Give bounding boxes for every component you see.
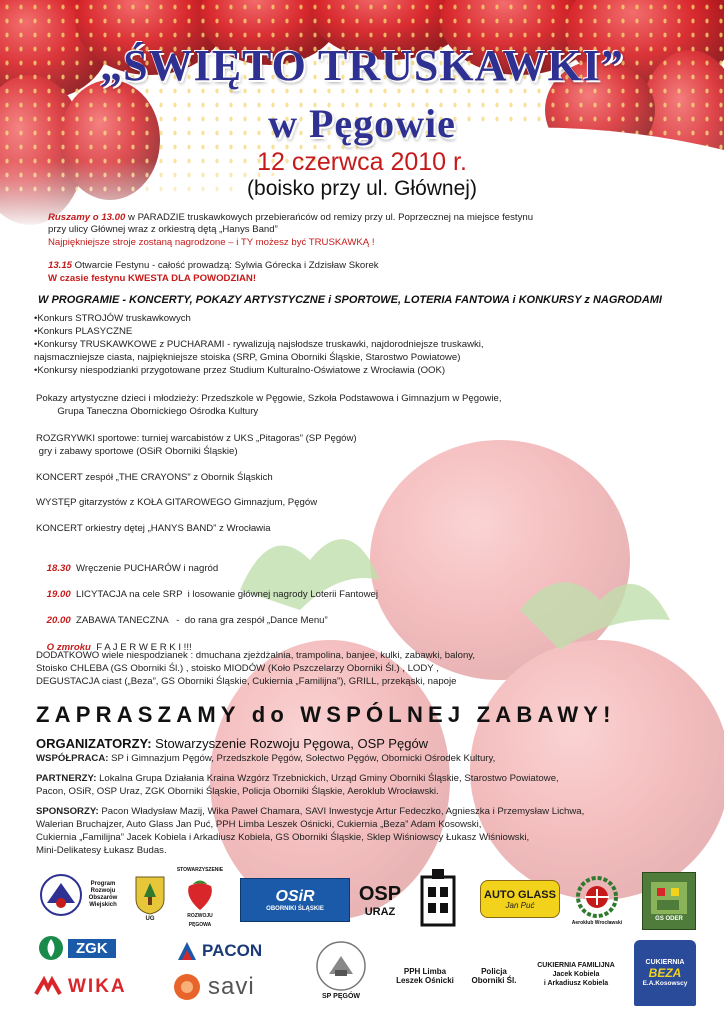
- partners-line: [36, 773, 559, 786]
- autoglass-top-text: AUTO GLASS: [484, 888, 556, 901]
- savi-icon: [172, 972, 202, 1002]
- opening-text: Otwarcie Festynu - całość prowadzą: Sylwia Górecka i Zdzisław Skorek: [72, 260, 379, 271]
- organizers-text: Stowarzyszenie Rozwoju Pęgowa, OSP Pęgów: [151, 736, 429, 751]
- prow-text: Program Rozwoju Obszarów Wiejskich: [88, 881, 118, 908]
- sponsors-line-3: Cukiernia „Familijna” Jacek Kobiela i Arkadiusz Kobiela, GS Oborniki Śląskie, Sklep Wiśniowscy Łukasz Wiśniowski,: [36, 832, 530, 843]
- schedule-time: 20.00: [46, 614, 71, 626]
- beza-mid-text: BEZA: [648, 966, 682, 980]
- schedule-text: Wręczenie PUCHARÓW i nagród: [70, 562, 219, 574]
- sponsors-line-4: Mini-Delikatesy Łukasz Budas.: [36, 845, 167, 856]
- pacon-text: PACON: [202, 941, 263, 960]
- familijna-line-1: CUKIERNIA FAMILIJNA: [537, 961, 615, 969]
- guitar-show: WYSTĘP gitarzystów z KOŁA GITAROWEGO Gimnazjum, Pęgów: [36, 497, 318, 508]
- opening-time: 13.15: [48, 260, 73, 271]
- gs-logo: [642, 872, 696, 930]
- contest-line: •Konkursy TRUSKAWKOWE z PUCHARAMI - rywalizują najsłodsze truskawki, najdorodniejsze truskawki,: [34, 339, 484, 350]
- concert-crayons: KONCERT zespół „THE CRAYONS” z Obornik Śląskich: [36, 472, 273, 483]
- savi-logo: [172, 970, 296, 1004]
- wreath-icon: [575, 875, 619, 919]
- contest-line: najsmaczniejsze ciasta, najpiękniejsze stoiska (SRP, Gmina Oborniki Śląskie, Starostwo Powiatowe): [34, 352, 461, 363]
- prow-logo: [36, 870, 126, 920]
- event-title: „ŚWIĘTO TRUSKAWKI”: [100, 41, 624, 90]
- sponsors-text: Pacon Władysław Mazij, Wika Paweł Chamara, SAVI Inwestycje Artur Fedeczko, Agnieszka i Przemysław Lichwa,: [98, 806, 585, 817]
- shop-icon: [649, 880, 689, 916]
- wika-text: WIKA: [68, 976, 127, 997]
- osp-bottom-text: URAZ: [364, 905, 396, 918]
- schedule-time: 19.00: [46, 588, 71, 600]
- srp-logo: [176, 866, 224, 930]
- contest-line: •Konkurs STROJÓW truskawkowych: [34, 313, 191, 324]
- ug-text: UG: [145, 915, 155, 922]
- osir-bottom-text: OBORNIKI ŚLĄSKIE: [266, 906, 324, 912]
- limba-logo: [390, 962, 460, 990]
- schedule-text: ZABAWA TANECZNA - do rana gra zespół „Dance Menu”: [70, 614, 328, 626]
- program-heading: W PROGRAMIE - KONCERTY, POKAZY ARTYSTYCZNE i SPORTOWE, LOTERIA FANTOWA i KONKURSY z NAGRODAMI: [38, 294, 662, 306]
- wika-icon: [34, 976, 62, 998]
- policja-bottom-text: Oborniki Śl.: [471, 976, 517, 985]
- autoglass-logo: [480, 880, 560, 918]
- zgk-text: ZGK: [68, 939, 116, 958]
- zgk-icon: [38, 935, 64, 961]
- parade-text: w PARADZIE truskawkowych przebierańców od remizy przy ul. Poprzecznej na miejsce festynu: [125, 212, 534, 223]
- cooperation-text: SP i Gimnazjum Pęgów, Przedszkole Pęgów, Sołectwo Pęgów, Obornicki Ośrodek Kultury,: [108, 753, 496, 764]
- sports-line: gry i zabawy sportowe (OSiR Oborniki Śląskie): [36, 446, 238, 457]
- savi-text: savi: [208, 973, 255, 1000]
- partners-line-2: Pacon, OSiR, OSP Uraz, ZGK Oborniki Śląskie, Policja Oborniki Śląskie, Aeroklub Wrocławski.: [36, 786, 439, 797]
- building-logo: [414, 866, 462, 928]
- aeroklub-text: Aeroklub Wrocławski: [571, 919, 623, 926]
- schedule-time: 18.30: [46, 562, 71, 574]
- wika-logo: [34, 972, 144, 1002]
- familijna-logo: [528, 954, 624, 994]
- limba-bottom-text: Leszek Ośnicki: [396, 976, 454, 985]
- extras-line: DODATKOWO wiele niespodzianek : dmuchana zjeżdżalnia, trampolina, banjee, kulki, zabawki, balony,: [36, 650, 476, 661]
- strawberry-icon: [182, 875, 218, 912]
- partners-label: PARTNERZY:: [36, 773, 97, 784]
- schedule-text: LICYTACJA na cele SRP i losowanie głównej nagrody Loterii Fantowej: [70, 588, 379, 600]
- ug-logo: [130, 870, 170, 928]
- pacon-logo: [176, 936, 272, 966]
- kwesta-line: W czasie festynu KWESTA DLA POWODZIAN!: [48, 273, 257, 284]
- concert-hanys: KONCERT orkiestry dętej „HANYS BAND” z Wrocławia: [36, 523, 271, 534]
- sponsors-line: [36, 806, 584, 819]
- opening-line: [48, 260, 379, 273]
- fireworks-text: F A J E R W E R K I !!!: [90, 641, 192, 653]
- beza-top-text: CUKIERNIA: [645, 959, 685, 966]
- policja-top-text: Policja: [481, 967, 507, 976]
- cooperation-label: WSPÓŁPRACA:: [36, 753, 109, 764]
- parade-line-2: przy ulicy Głównej wraz z orkiestrą dętą „Hanys Band”: [48, 224, 278, 235]
- policja-logo: [464, 962, 524, 990]
- gs-text: GS ODER: [655, 916, 683, 922]
- beza-logo: [634, 940, 696, 1006]
- familijna-line-3: i Arkadiusz Kobiela: [543, 979, 609, 987]
- event-place: (boisko przy ul. Głównej): [247, 177, 477, 200]
- familijna-line-2: Jacek Kobiela: [552, 970, 600, 978]
- fireworks-time: O zmroku: [46, 641, 91, 653]
- sp-text: SP PĘGÓW: [322, 992, 360, 1000]
- prow-icon: [39, 873, 83, 917]
- beza-bottom-text: E.A.Kosowscy: [642, 980, 688, 987]
- sponsors-line-2: Walerian Bruchajzer, Auto Glass Jan Puć, PPH Limba Leszek Ośnicki, Cukiernia „Beza” Adam Kosowski,: [36, 819, 482, 830]
- zgk-logo: [38, 934, 144, 962]
- pacon-icon: [176, 940, 198, 962]
- building-icon: [418, 867, 458, 927]
- aeroklub-logo: [566, 870, 628, 932]
- coat-of-arms-icon: [134, 875, 166, 915]
- osp-logo: [354, 876, 406, 924]
- srp-top-text: STOWARZYSZENIE: [176, 867, 224, 873]
- parade-time: Ruszamy o 13.00: [48, 212, 126, 223]
- organizers-label: ORGANIZATORZY:: [36, 736, 152, 751]
- parade-line-3: Najpiękniejsze stroje zostaną nagrodzone – i TY możesz być TRUSKAWKĄ !: [48, 237, 375, 248]
- osir-logo: [240, 878, 350, 922]
- sp-logo: [304, 932, 378, 1008]
- shows-line: Pokazy artystyczne dzieci i młodzieży: Przedszkole w Pęgowie, Szkoła Podstawowa i Gimnazjum w Pęgowie,: [36, 393, 502, 404]
- invite-banner: ZAPRASZAMY do WSPÓLNEJ ZABAWY!: [36, 702, 616, 727]
- limba-top-text: PPH Limba: [403, 967, 447, 976]
- parade-line-1: [48, 212, 533, 225]
- partners-text: Lokalna Grupa Działania Kraina Wzgórz Trzebnickich, Urząd Gminy Oborniki Śląskie, Starostwo Powiatowe,: [96, 773, 559, 784]
- osir-top-text: OSiR: [275, 888, 315, 905]
- extras-line: Stoisko CHLEBA (GS Oborniki Śl.) , stoisko MIODÓW (Koło Pszczelarzy Oborniki Śl.) , LODY ,: [36, 663, 439, 674]
- event-date: 12 czerwca 2010 r.: [257, 148, 467, 176]
- sports-line: ROZGRYWKI sportowe: turniej warcabistów z UKS „Pitagoras” (SP Pęgów): [36, 433, 357, 444]
- contest-line: •Konkursy niespodzianki przygotowane przez Studium Kulturalno-Oświatowe z Wrocławia (OOK): [34, 365, 446, 376]
- srp-bottom-text: ROZWOJU PĘGOWA: [187, 913, 213, 928]
- autoglass-bottom-text: Jan Puć: [505, 900, 535, 910]
- event-subtitle: w Pęgowie: [268, 101, 456, 146]
- cooperation-line: [36, 753, 495, 766]
- osp-top-text: OSP: [358, 882, 402, 905]
- extras-line: DEGUSTACJA ciast („Beza”, GS Oborniki Śląskie, Cukiernia „Familijna”), GRILL, przekąski, napoje: [36, 676, 457, 687]
- school-emblem-icon: [315, 940, 367, 992]
- sponsors-label: SPONSORZY:: [36, 806, 99, 817]
- shows-line: Grupa Taneczna Obornickiego Ośrodka Kultury: [36, 406, 259, 417]
- contest-line: •Konkurs PLASYCZNE: [34, 326, 133, 337]
- organizers-line: [36, 736, 428, 751]
